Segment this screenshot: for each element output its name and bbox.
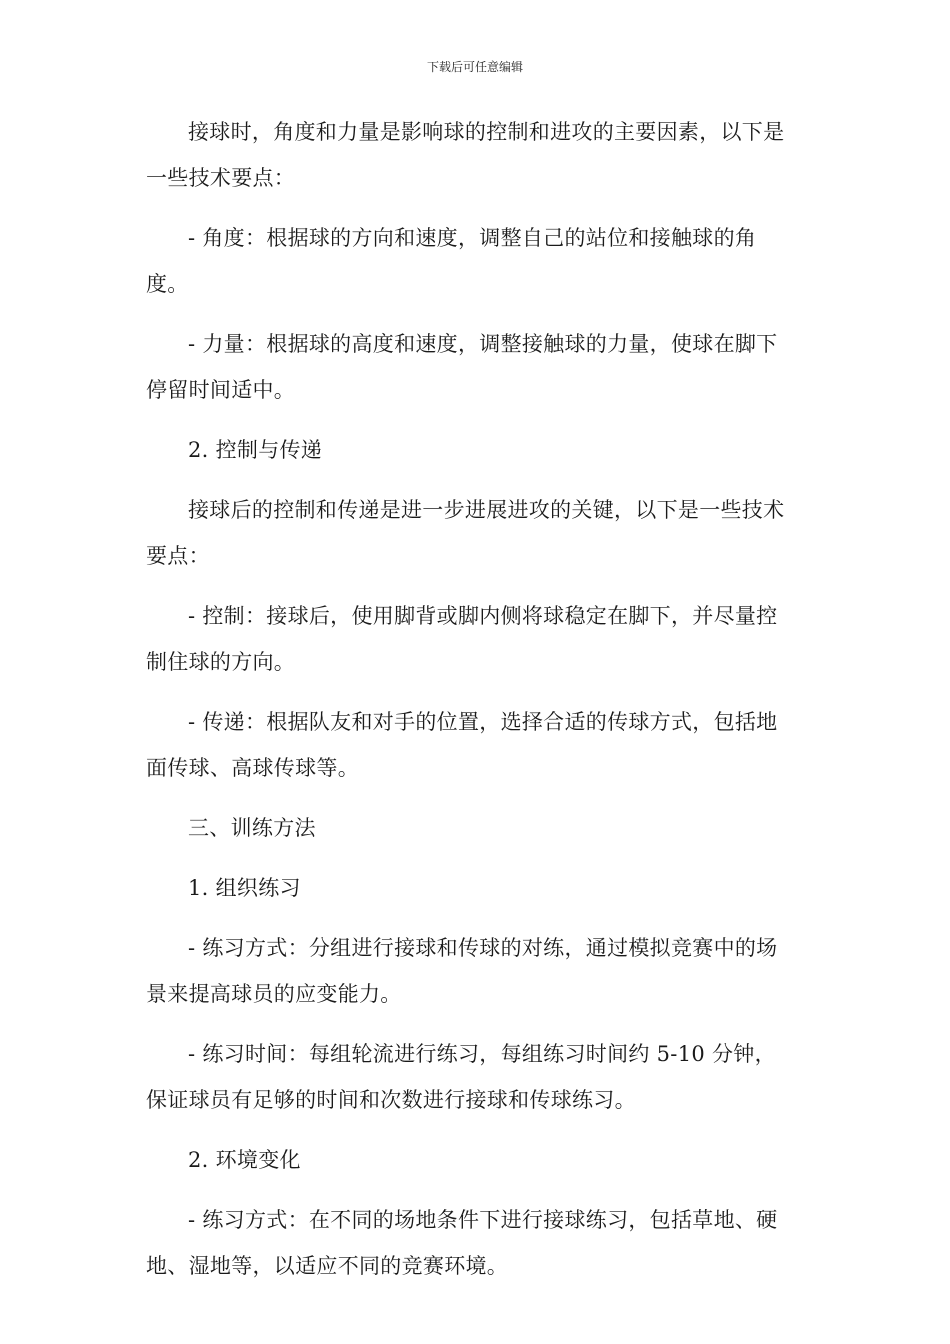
paragraph-pass: - 传递：根据队友和对手的位置，选择合适的传球方式，包括地面传球、高球传球等。 — [146, 710, 778, 780]
page-header: 下载后可任意编辑 — [426, 60, 523, 74]
paragraph-environment-method: - 练习方式：在不同的场地条件下进行接球练习，包括草地、硬地、湿地等，以适应不同的竞赛环境。 — [146, 1208, 778, 1278]
paragraph-practice-method: - 练习方式：分组进行接球和传球的对练，通过模拟竞赛中的场景来提高球员的应变能力。 — [146, 936, 778, 1006]
heading-organized-practice: 1. 组织练习 — [188, 876, 301, 900]
paragraph-intro: 接球时，角度和力量是影响球的控制和进攻的主要因素，以下是一些技术要点： — [146, 120, 785, 190]
heading-control-pass: 2. 控制与传递 — [188, 438, 323, 462]
paragraph-force: - 力量：根据球的高度和速度，调整接触球的力量，使球在脚下停留时间适中。 — [146, 332, 778, 402]
paragraph-angle: - 角度：根据球的方向和速度，调整自己的站位和接触球的角度。 — [146, 226, 757, 296]
document-body — [146, 109, 796, 1303]
heading-environment-change: 2. 环境变化 — [188, 1148, 301, 1172]
paragraph-control: - 控制：接球后，使用脚背或脚内侧将球稳定在脚下，并尽量控制住球的方向。 — [146, 604, 778, 674]
paragraph-control-intro: 接球后的控制和传递是进一步进展进攻的关键，以下是一些技术要点： — [146, 498, 785, 568]
paragraph-practice-time: - 练习时间：每组轮流进行练习，每组练习时间约 5-10 分钟，保证球员有足够的时间和次数进行接球和传球练习。 — [146, 1042, 776, 1112]
heading-training-methods: 三、训练方法 — [188, 816, 316, 840]
